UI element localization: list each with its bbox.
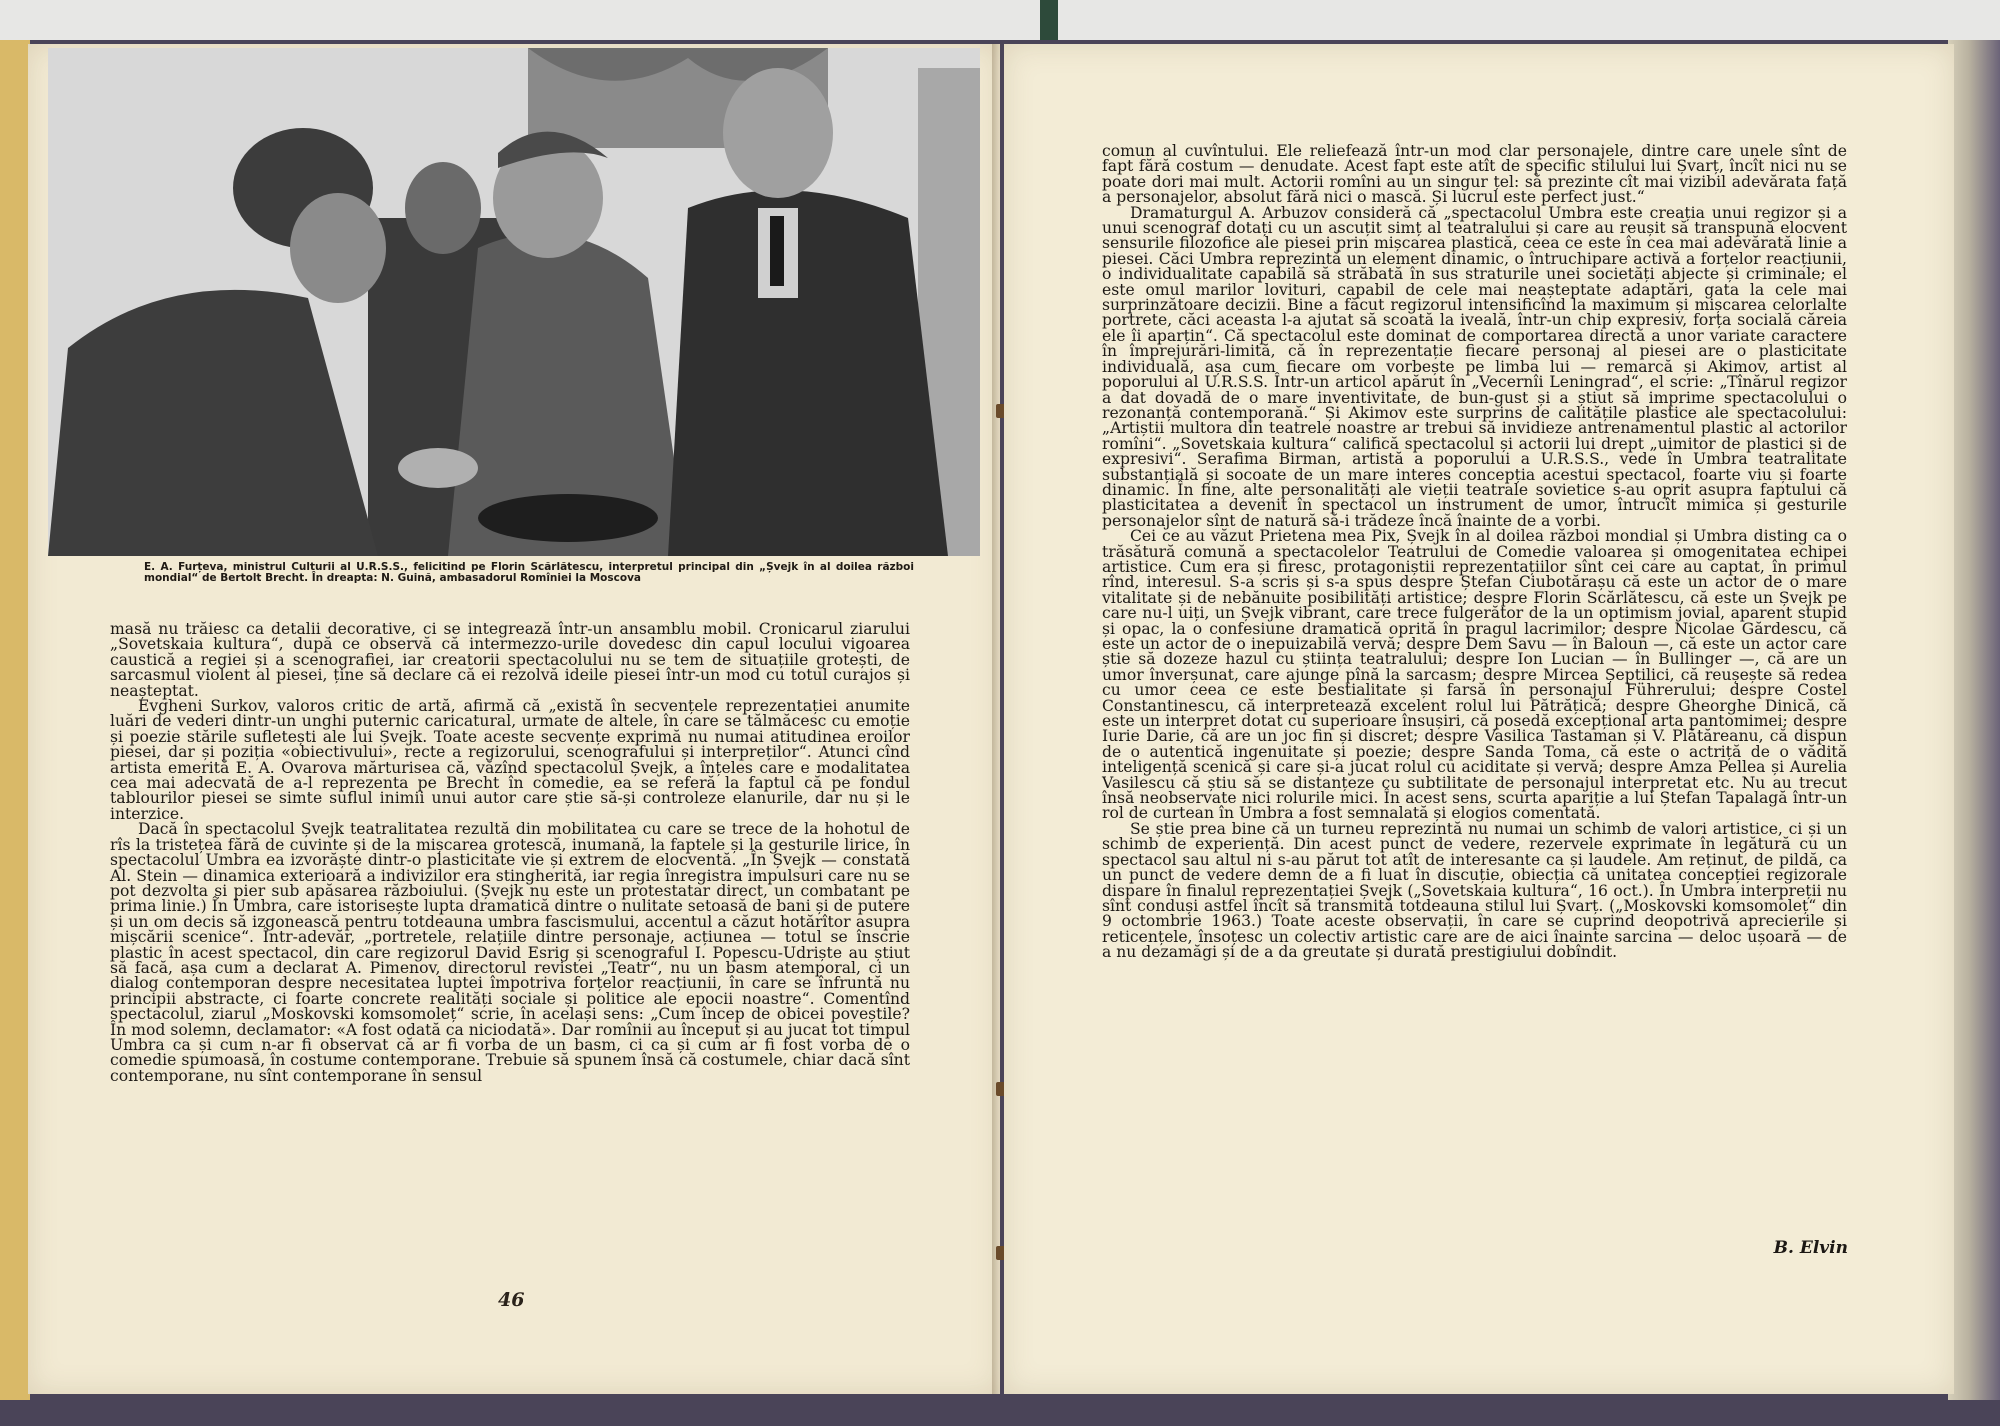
paragraph: Dacă în spectacolul Șvejk teatralitatea rezultă din mobilitatea cu care se trece de la hohotul de rîs la tristețea fără de cuvinte și de la mișcarea grotescă, inumană, la faptele și la gesturile lirice, în spectacolul Umbra ea izvorăște dintr-o plasticitate vie și extrem de elocventă. „În Șvejk — constată Al. Stein — dinamica exterioară a indivizilor era stingherită, iar regia înregistra impulsuri care nu se pot dezvolta și pier sub apăsarea războiului. (Șvejk nu este un protestatar direct, un combatant pe prima linie.) În Umbra, care istorisește lupta dramatică dintre o nulitate setoasă de bani și de putere și un om decis să izgonească pentru totdeauna umbra fascismului, accentul a căzut hotărîtor asupra mișcării scenice“. Într-adevăr, „portretele, relațiile dintre personaje, acțiunea — totul se înscrie plastic în acest spectacol, din care regizorul David Esrig și scenograful I. Popescu-Udriște au știut să facă, așa cum a declarat A. Pimenov, directorul revistei „Teatr“, nu un basm atemporal, ci un dialog contemporan despre necesitatea luptei împotriva forțelor reacțiunii, în care se înfruntă nu principii abstracte, ci foarte concrete realități sociale și politice ale epocii noastre“. Comentînd spectacolul, ziarul „Moskovski komsomoleț“ scrie, în același sens: „Cum încep de obicei poveștile? În mod solemn, declamator: «A fost odată ca niciodată». Dar romînii au început și au jucat tot timpul Umbra ca și cum n-ar fi observat că ar fi vorba de un basm, ci ca și cum ar fi fost vorba de o comedie spumoasă, în costume contemporane. Trebuie să spunem însă că costumele, chiar dacă sînt contemporane, nu sînt contemporane în sensul [110, 820, 910, 1085]
bookmark-ribbon [1040, 0, 1058, 40]
page-number: 46 [498, 1289, 525, 1311]
paragraph: comun al cuvîntului. Ele reliefează într-un mod clar personajele, dintre care unele sînt de fapt fără costum — denudate. Acest fapt este atît de specific stilului lui Șvarț, încît nici nu se poate dori mai mult. Actorii romîni au un singur țel: să prezinte cît mai vizibil adevărata față a personajelor, absolut fără nici o mască. Și lucrul este perfect just.“ [1102, 142, 1847, 207]
author-signature: B. Elvin [1773, 1238, 1848, 1258]
photograph [48, 48, 980, 556]
book-cover-edge-left [0, 40, 30, 1400]
book-page-edges-right [1948, 40, 2000, 1400]
left-text-column [110, 622, 910, 1084]
paragraph: Se știe prea bine că un turneu reprezintă nu numai un schimb de valori artistice, ci și un schimb de experiență. Din acest punct de vedere, rezervele exprimate în legătură cu un spectacol sau altul ni s-au părut tot atît de interesante ca și laudele. Am reținut, de pildă, ca un punct de vedere demn de a fi luat în discuție, obiecția că unitatea concepției regizorale dispare în finalul reprezentației Șvejk („Sovetskaia kultura“, 16 oct.). În Umbra interpreții nu sînt conduși astfel încît să transmită totdeauna stilul lui Șvarț. („Moskovski komsomoleț“ din 9 octombrie 1963.) Toate aceste observații, în care se cuprind deopotrivă aprecierile și reticențele, însoțesc un colectiv artistic care are de aici înainte sarcina — deloc ușoară — de a nu dezamăgi și de a da greutate și durată prestigiului dobîndit. [1102, 819, 1847, 962]
paragraph: Evgheni Surkov, valoros critic de artă, afirmă că „există în secvențele reprezentației anumite luări de vederi dintr-un unghi puternic caricatural, urmate de altele, în care se tălmăcesc cu emoție și poezie stările sufletești ale lui Șvejk. Toate aceste secvențe exprimă nu numai atitudinea eroilor piesei, dar și poziția «obiectivului», recte a regizorului, scenografului și interpreților“. Atunci cînd artista emerită E. A. Ovarova mărturisea că, văzînd spectacolul Șvejk, a înțeles care e modalitatea cea mai adecvată de a-l reprezenta pe Brecht în comedie, ea se referă la faptul că pe fondul tablourilor piesei se simte suflul inimii unui autor care știe să-și controleze elanurile, dar nu și le interzice. [110, 697, 910, 823]
paragraph: masă nu trăiesc ca detalii decorative, ci se integrează într-un ansamblu mobil. Cronicarul ziarului „Sovetskaia kultura“, după ce observă că intermezzo-urile dovedesc din capul locului vigoarea caustică a regiei și a scenografiei, iar creatorii spectacolului nu se tem de situațiile grotești, de sarcasmul violent al piesei, ține să declare că ei rezolvă ideile piesei într-un mod cu totul curajos și neașteptat. [110, 620, 910, 700]
photo-illustration [48, 48, 980, 556]
scanner-background [0, 0, 2000, 40]
paragraph: Cei ce au văzut Prietena mea Pix, Șvejk în al doilea război mondial și Umbra disting ca o trăsătură comună a spectacolelor Teatrului de Comedie valoarea și omogenitatea echipei artistice. Cum era și firesc, protagoniștii reprezentațiilor sînt cei care au captat, în primul rînd, interesul. S-a scris și s-a spus despre Ștefan Ciubotărașu că este un actor de o mare vitalitate și de nebănuite posibilități artistice; despre Florin Scărlătescu, că este un Șvejk pe care nu-l uiți, un Șvejk vibrant, care trece fulgerător de la un optimism jovial, aparent stupid și opac, la o confesiune dramatică oprită în pragul lacrimilor; despre Nicolae Gărdescu, că este un actor de o inepuizabilă vervă; despre Dem Savu — în Baloun —, că este un actor care știe să dozeze hazul cu știința teatralului; despre Ion Lucian — în Bullinger —, că are un umor înverșunat, care ajunge pînă la sarcasm; despre Mircea Șeptilici, că reușește să redea cu umor ceea ce este bestialitate și farsă în personajul Führerului; despre Costel Constantinescu, că interpretează excelent rolul lui Pătrățică; despre Gheorghe Dinică, că este un interpret dotat cu superioare însușiri, că posedă excepțional arta pantomimei; despre Iurie Darie, că are un joc fin și discret; despre Vasilica Tastaman și V. Plătăreanu, că dispun de o autentică ingenuitate și poezie; despre Sanda Toma, că este o actriță de o vădită inteligență scenică și care și-a jucat rolul cu aciditate și vervă; despre Amza Pellea și Aurelia Vasilescu că știu să se distanțeze cu subtilitate de personajul interpretat etc. Nu au trecut însă neobservate nici rolurile mici. În acest sens, scurta apariție a lui Ștefan Tapalagă într-un rol de curtean în Umbra a fost semnalată și elogios comentată. [1102, 527, 1847, 823]
right-text-column [1102, 144, 1847, 961]
right-page [1004, 44, 1954, 1394]
photo-caption: E. A. Furțeva, ministrul Culturii al U.R.S.S., felicitind pe Florin Scărlătescu, interpretul principal din „Șvejk în al doilea război mondial“ de Bertolt Brecht. În dreapta: N. Guină, ambasadorul Romîniei la Moscova [144, 561, 914, 584]
left-page [28, 44, 1000, 1394]
paragraph: Dramaturgul A. Arbuzov consideră că „spectacolul Umbra este creația unui regizor și a unui scenograf dotați cu un ascuțit simț al teatralului și care au reușit să transpună elocvent sensurile filozofice ale piesei prin mișcarea plastică, ceea ce este în cea mai adevărată linie a piesei. Căci Umbra reprezintă un element dinamic, o întruchipare activă a forțelor reacțiunii, o individualitate capabilă să străbată în sus straturile unei societăți abjecte și criminale; el este omul marilor lovituri, capabil de cele mai neașteptate adaptări, gata la cele mai surprinzătoare decizii. Bine a făcut regizorul intensificînd la maximum și mișcarea celorlalte portrete, căci aceasta l-a ajutat să scoată la iveală, într-un chip expresiv, forța socială căreia ele îi aparțin“. Că spectacolul este dominat de comportarea directă a unor variate caractere în împrejurări-limită, că în reprezentație fiecare personaj al piesei are o plasticitate individuală, așa cum fiecare om vorbește pe limba lui — remarcă și Akimov, artist al poporului al U.R.S.S. Într-un articol apărut în „Vecernîi Leningrad“, el scrie: „Tînărul regizor a dat dovadă de o mare inventivitate, de bun-gust și a știut să imprime spectacolului o rezonanță contemporană.“ Și Akimov este surprins de calitățile plastice ale spectacolului: „Artiștii multora din teatrele noastre ar trebui să invidieze antrenamentul plastic al actorilor romîni“. „Sovetskaia kultura“ califică spectacolul și actorii lui drept „uimitor de plastici și de expresivi“. Serafima Birman, artistă a poporului a U.R.S.S., vede în Umbra teatralitate substanțială și socoate de un mare interes concepția acestui spectacol, foarte viu și foarte dinamic. În fine, alte personalități ale vieții teatrale sovietice s-au oprit asupra faptului că plasticitatea a devenit în spectacol un instrument de umor, întrucît mimica și gesturile personajelor sînt de natură să-i trădeze încă înainte de a vorbi. [1102, 203, 1847, 530]
